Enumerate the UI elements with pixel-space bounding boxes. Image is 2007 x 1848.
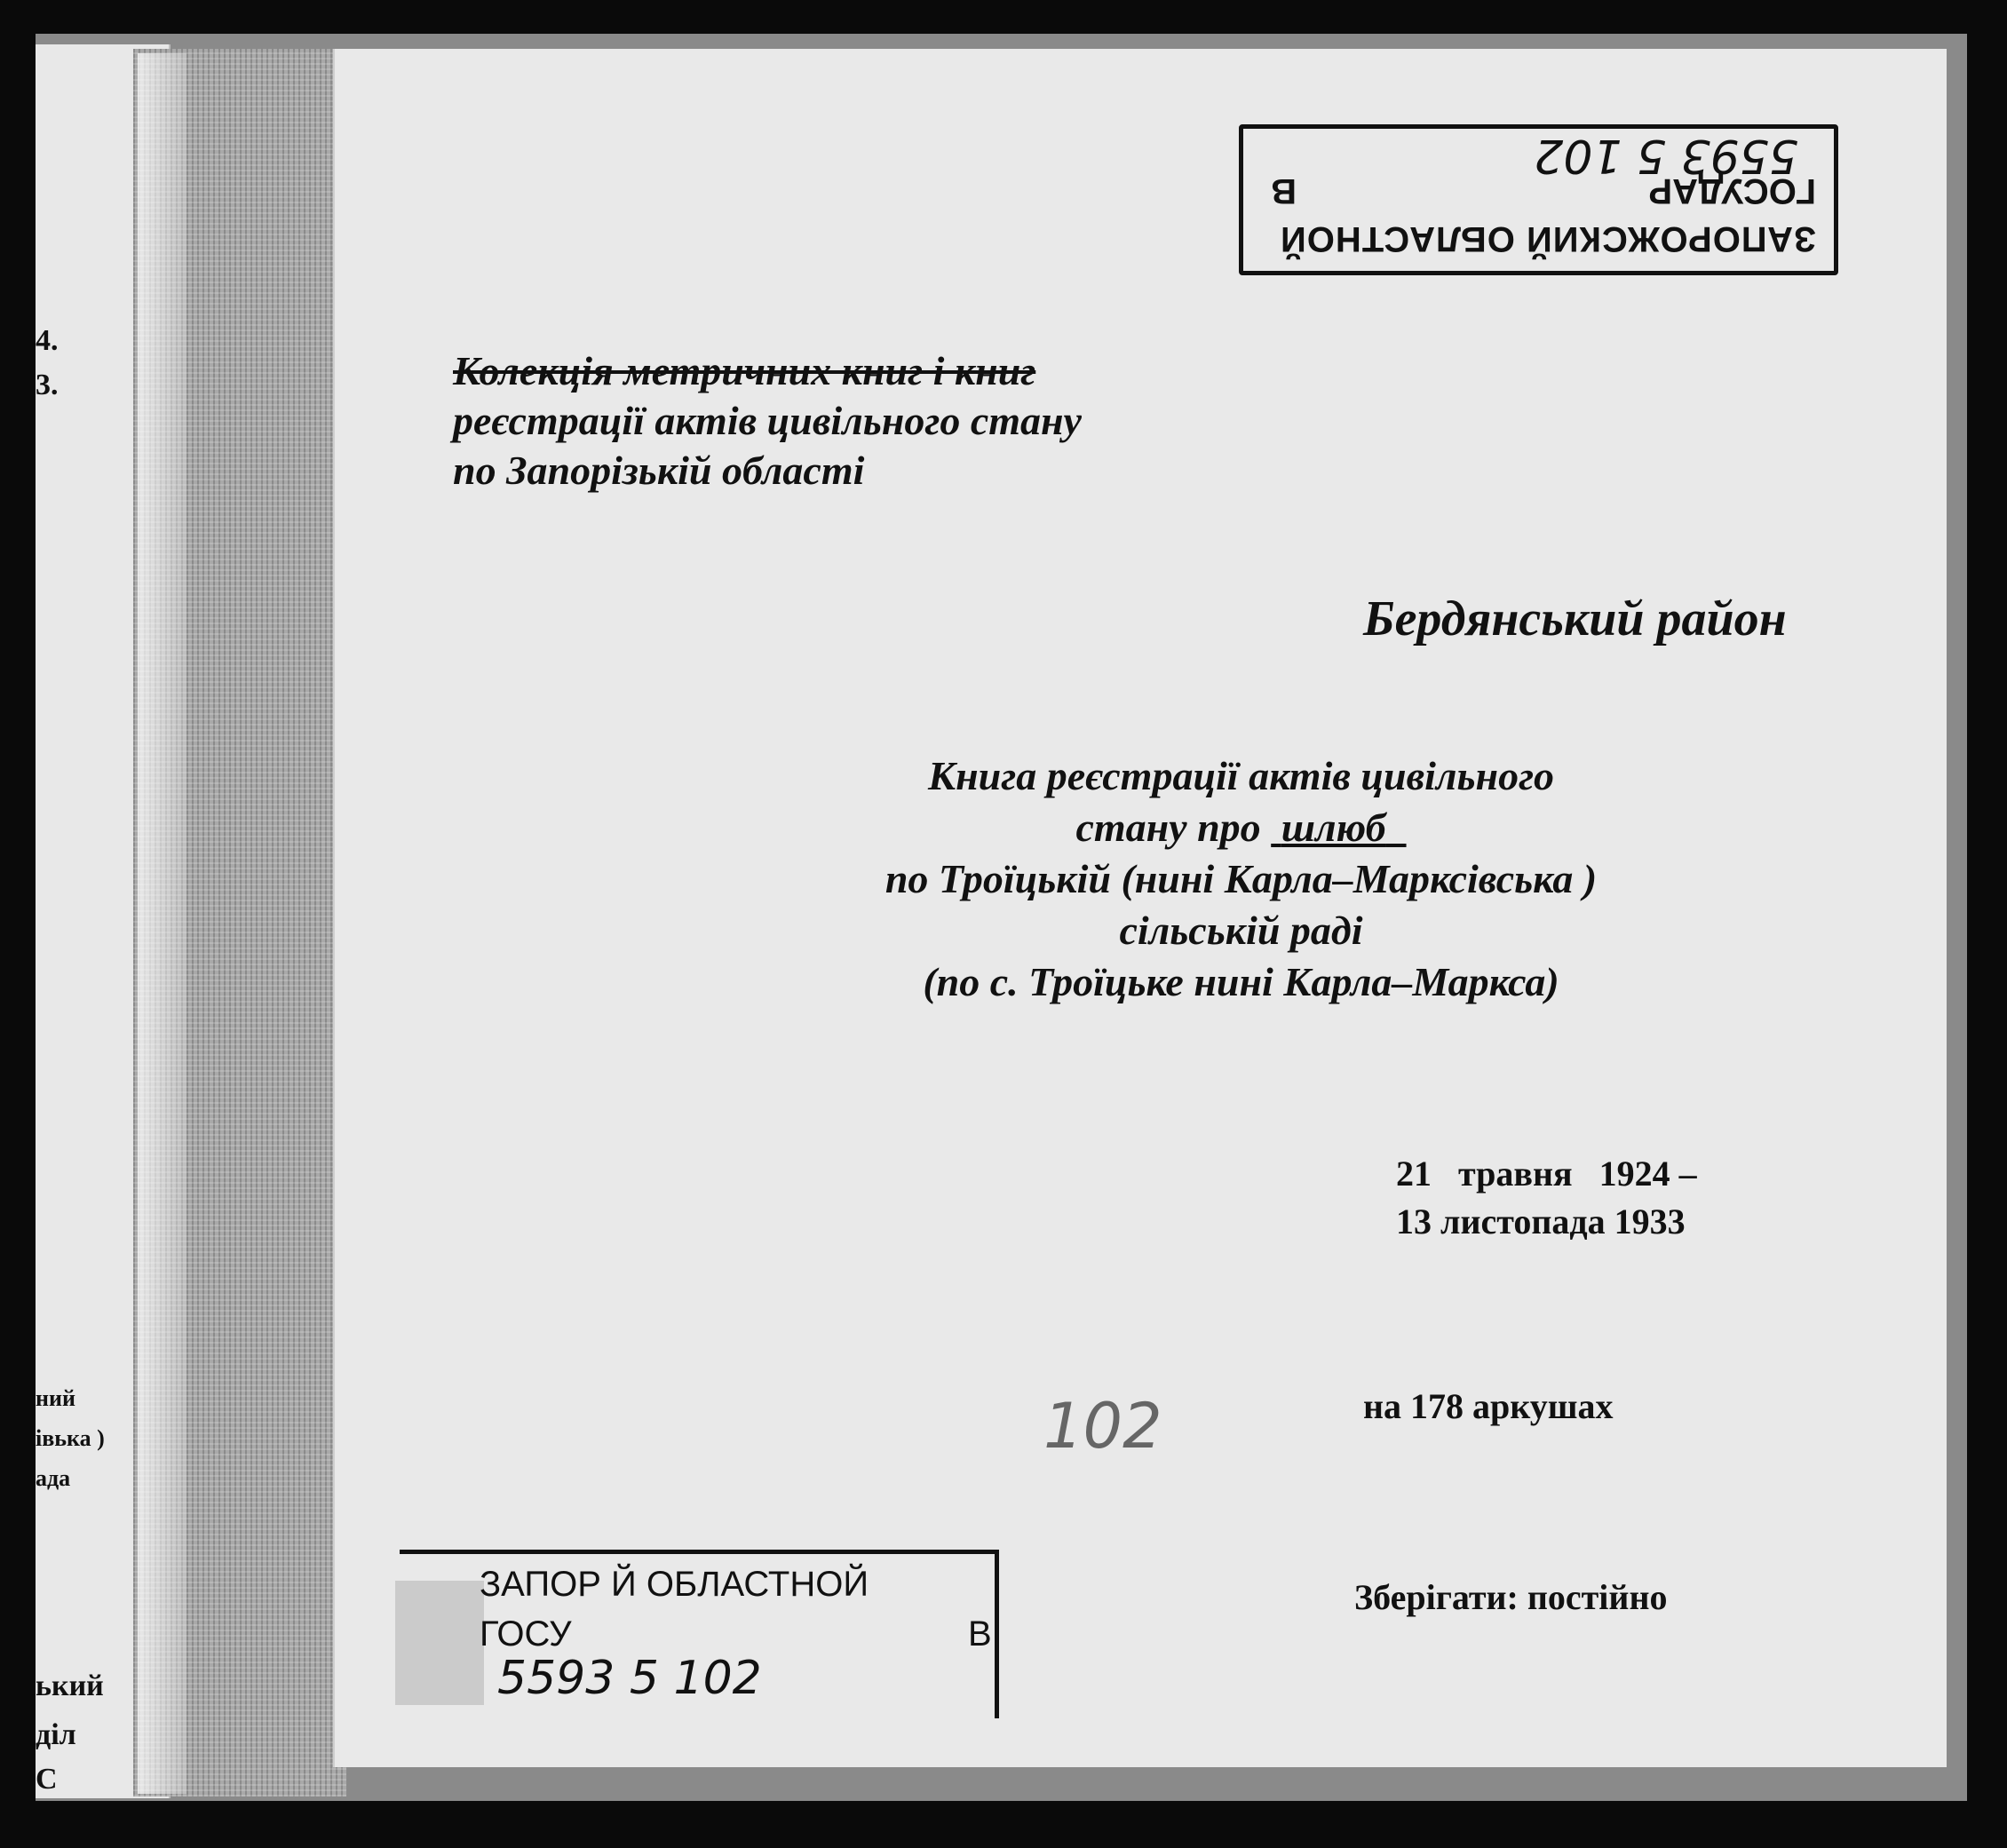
- book-line4: сільській раді: [1119, 908, 1363, 953]
- book-line3: по Троїцькій (нині Карла–Марксівська ): [885, 856, 1598, 901]
- spine-text-3: ний: [36, 1385, 75, 1411]
- stamp-bottom-line2-suffix: В: [968, 1614, 992, 1654]
- stamp-faded-area: [395, 1581, 484, 1705]
- district-title: Бердянський район: [1363, 591, 1787, 646]
- spine-text-8: С: [36, 1763, 58, 1796]
- book-line5: (по с. Троїцьке нині Карла–Маркса): [923, 959, 1559, 1004]
- spine-text-4: івька ): [36, 1425, 105, 1451]
- book-description: [773, 750, 1710, 1008]
- stamp-bottom-numbers: 5593 5 102: [497, 1652, 762, 1705]
- date-start: 21 травня 1924 –: [1396, 1154, 1697, 1194]
- date-range: [1396, 1150, 1697, 1246]
- spine-text-7: діл: [36, 1718, 76, 1751]
- date-end: 13 листопада 1933: [1396, 1202, 1686, 1241]
- archive-stamp-top: [1239, 124, 1838, 275]
- handwritten-number: 102: [1043, 1390, 1162, 1463]
- stamp-bottom-line2-text: ГОСУ: [480, 1614, 572, 1654]
- stamp-top-numbers: 5593 5 102: [1534, 129, 1798, 182]
- book-record-type: [1271, 805, 1406, 850]
- collection-title: [453, 346, 1082, 496]
- spine-text-1: 4.: [36, 324, 59, 357]
- collection-title-line2: реєстрації актів цивільного стану: [453, 398, 1082, 443]
- book-line1: Книга реєстрації актів цивільного: [927, 753, 1555, 798]
- stamp-bottom-line1: ЗАПОР Й ОБЛАСТНОЙ: [480, 1565, 869, 1604]
- stamp-bottom-line2: [480, 1614, 992, 1654]
- spine-text-2: 3.: [36, 369, 59, 401]
- storage-term: Зберігати: постійно: [1354, 1577, 1668, 1617]
- book-line2-prefix: стану про: [1075, 805, 1261, 850]
- stamp-top-line2-text: ГОСУДАР: [1648, 171, 1816, 210]
- collection-title-line3: по Запорізькій області: [453, 448, 865, 493]
- spine-text-6: ький: [36, 1670, 104, 1702]
- stamp-top-line1: ЗАПОРОЖСКИЙ ОБЛАСТНОЙ: [1280, 219, 1816, 258]
- spine-text-5: ада: [36, 1465, 71, 1491]
- plastic-cover: [138, 53, 186, 1794]
- book-line2: [773, 802, 1710, 853]
- book-record-type-value: шлюб: [1281, 805, 1386, 850]
- archive-stamp-bottom: [400, 1550, 999, 1718]
- stamp-top-line2-suffix: В: [1271, 171, 1297, 210]
- sheet-count: на 178 аркушах: [1363, 1386, 1614, 1426]
- collection-title-line1: Колекція метричних книг і книг: [453, 348, 1036, 393]
